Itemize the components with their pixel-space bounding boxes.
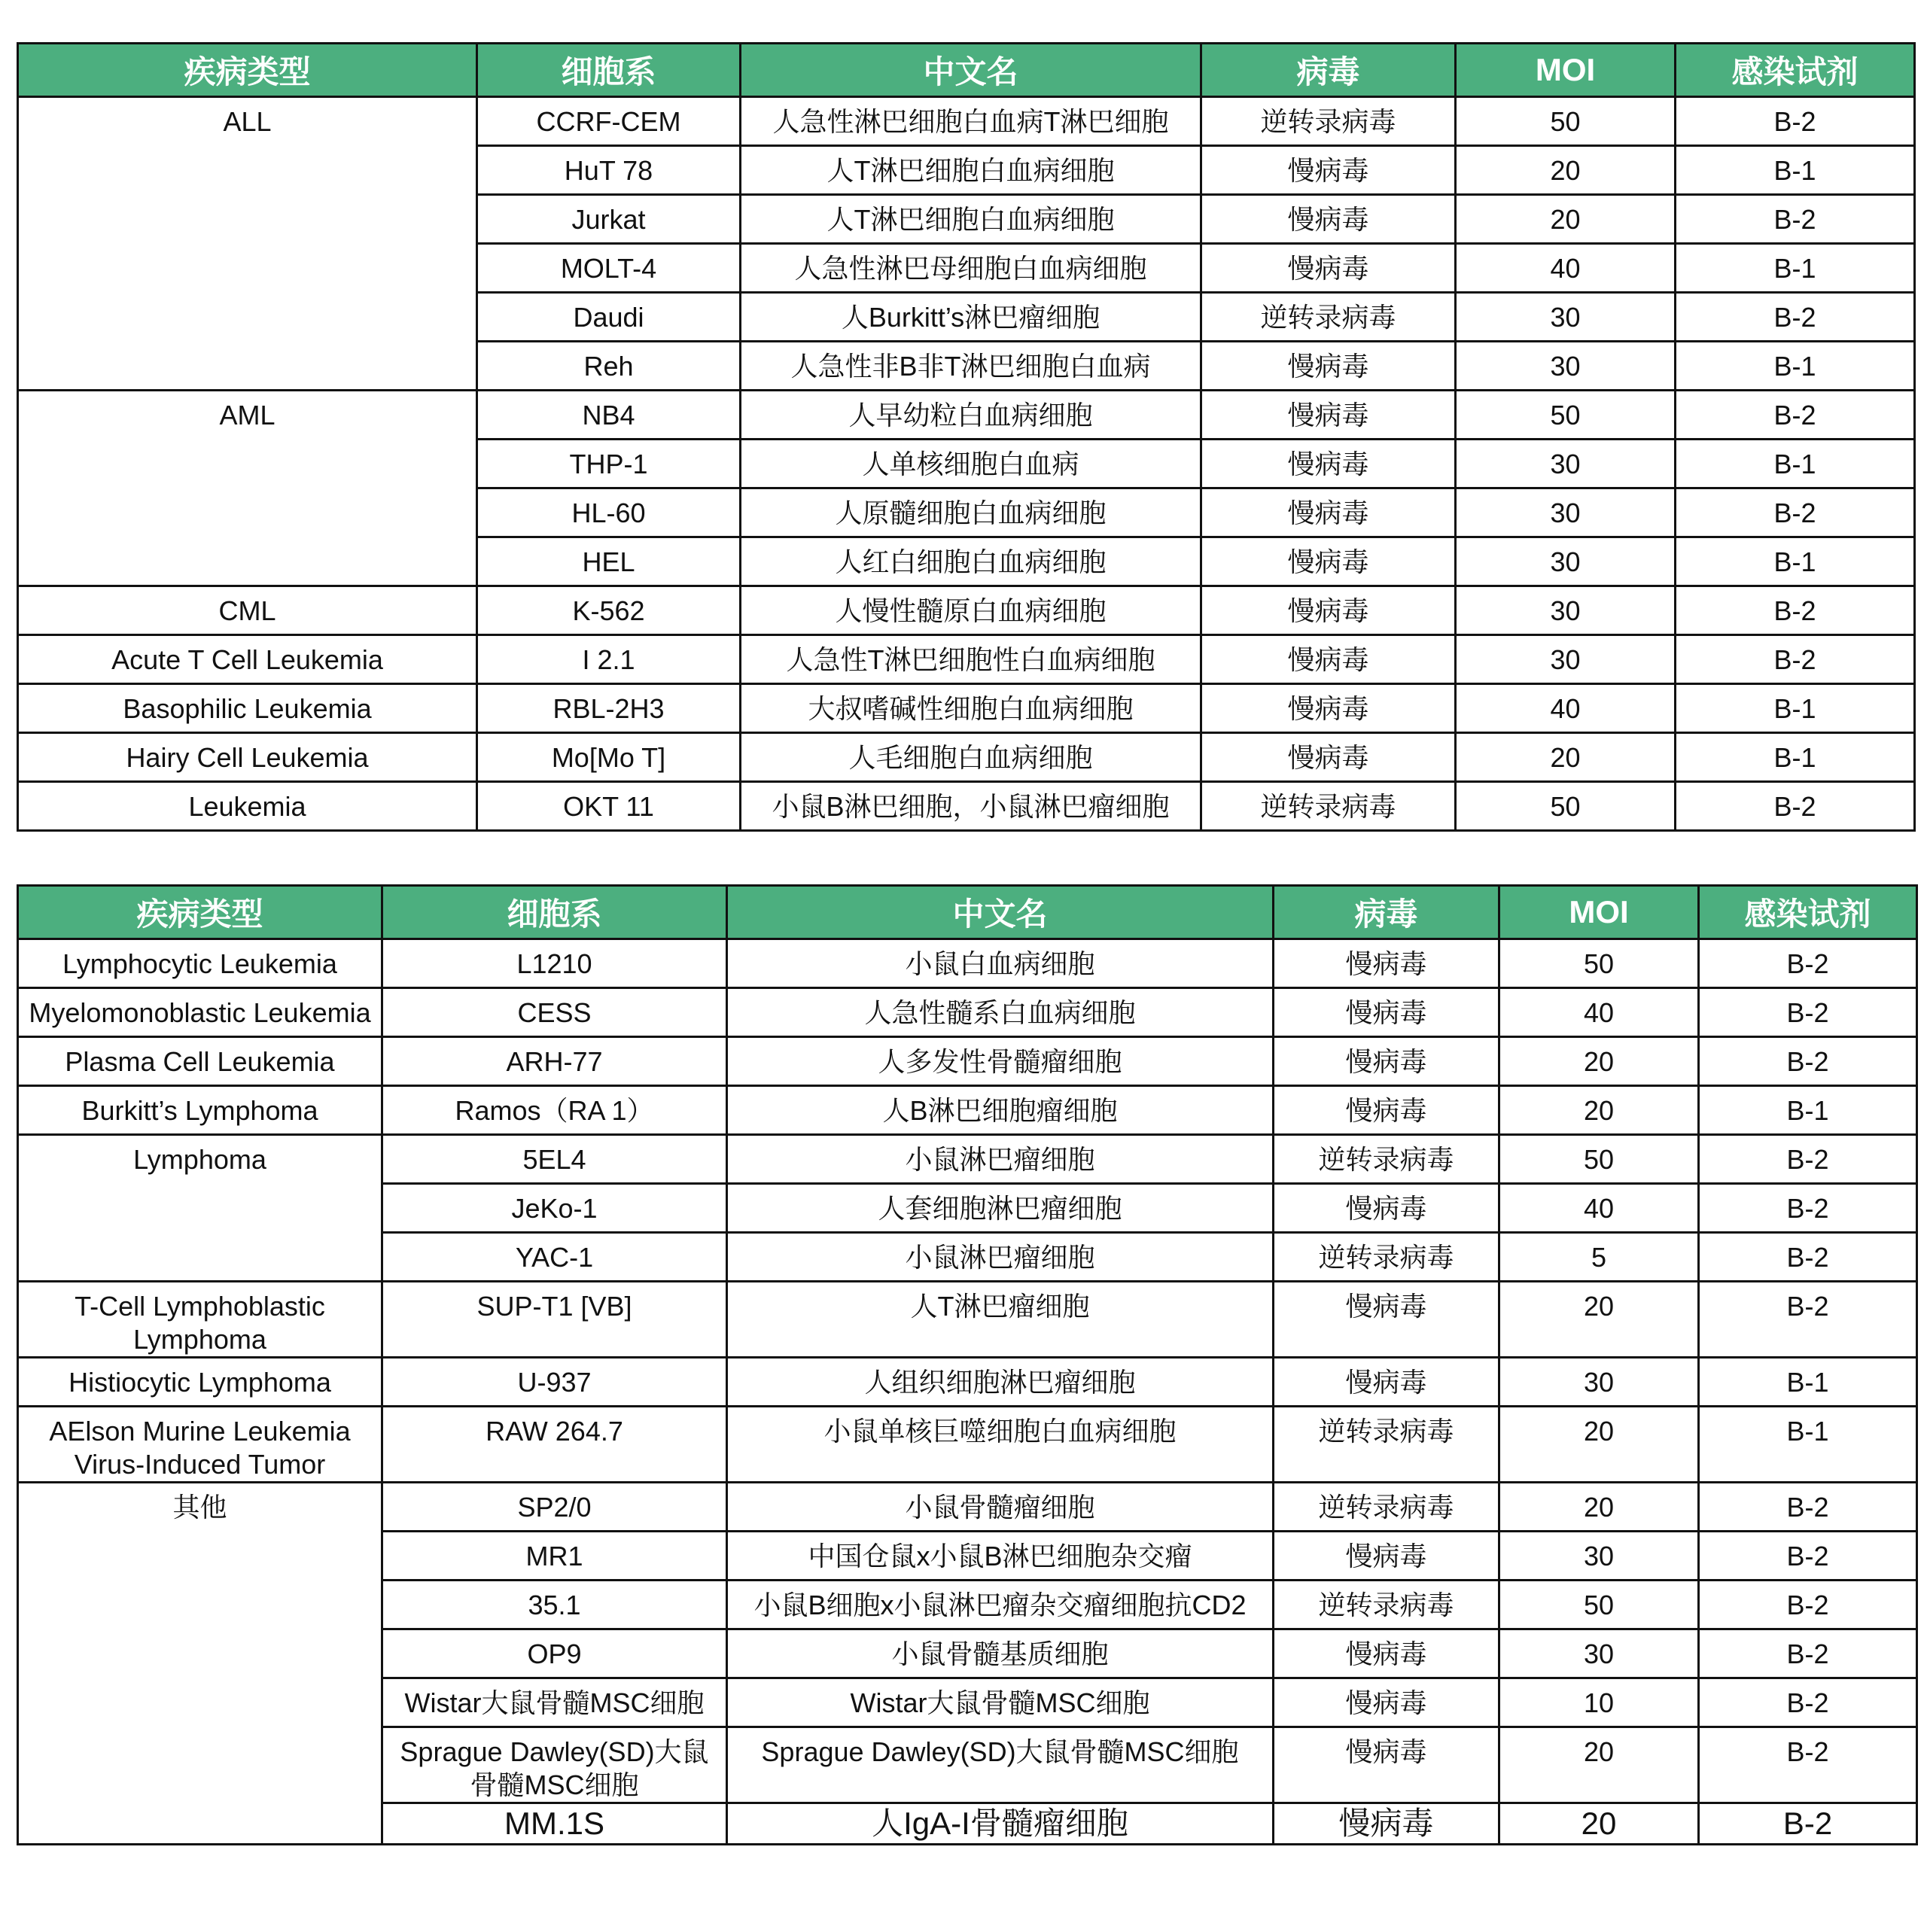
cell-line-cell: MM.1S	[382, 1803, 727, 1845]
table-row	[18, 635, 1915, 684]
moi-cell: 30	[1499, 1629, 1699, 1678]
table-row	[18, 391, 1915, 440]
cell-line-cell: CESS	[382, 988, 727, 1037]
chinese-name-cell: 人红白细胞白血病细胞	[741, 537, 1201, 586]
moi-cell: 40	[1456, 684, 1676, 733]
reagent-cell: B-2	[1699, 1483, 1917, 1532]
chinese-name-cell: 小鼠白血病细胞	[727, 939, 1274, 988]
disease-type-cell: Plasma Cell Leukemia	[18, 1037, 382, 1086]
chinese-name-cell: 人急性淋巴细胞白血病T淋巴细胞	[741, 97, 1201, 146]
disease-type-cell: Burkitt’s Lymphoma	[18, 1086, 382, 1135]
chinese-name-cell: 小鼠淋巴瘤细胞	[727, 1135, 1274, 1184]
header-reagent: 感染试剂	[1699, 886, 1917, 939]
disease-type-cell: Hairy Cell Leukemia	[18, 733, 477, 782]
chinese-name-cell: 大叔嗜碱性细胞白血病细胞	[741, 684, 1201, 733]
table-row	[18, 1282, 1917, 1358]
moi-cell: 50	[1456, 391, 1676, 440]
chinese-name-cell: 人毛细胞白血病细胞	[741, 733, 1201, 782]
disease-type-cell: Lymphoma	[18, 1135, 382, 1282]
cell-line-cell: K-562	[477, 586, 741, 635]
cell-line-cell: HEL	[477, 537, 741, 586]
chinese-name-cell: 中国仓鼠x小鼠B淋巴细胞杂交瘤	[727, 1532, 1274, 1581]
virus-cell: 慢病毒	[1274, 1184, 1499, 1233]
disease-type-cell: ALL	[18, 97, 477, 391]
cell-line-cell: 35.1	[382, 1581, 727, 1629]
chinese-name-cell: 人早幼粒白血病细胞	[741, 391, 1201, 440]
virus-cell: 慢病毒	[1201, 195, 1456, 244]
reagent-cell: B-2	[1699, 1629, 1917, 1678]
reagent-cell: B-2	[1699, 1233, 1917, 1282]
header-moi: MOI	[1499, 886, 1699, 939]
reagent-cell: B-2	[1676, 97, 1915, 146]
moi-cell: 40	[1499, 1184, 1699, 1233]
chinese-name-cell: 小鼠B淋巴细胞，小鼠淋巴瘤细胞	[741, 782, 1201, 831]
table-row	[18, 586, 1915, 635]
disease-type-cell: Leukemia	[18, 782, 477, 831]
reagent-cell: B-2	[1699, 1803, 1917, 1845]
moi-cell: 40	[1456, 244, 1676, 293]
disease-type-cell: Lymphocytic Leukemia	[18, 939, 382, 988]
moi-cell: 20	[1499, 1037, 1699, 1086]
cell-line-cell: THP-1	[477, 440, 741, 488]
reagent-cell: B-2	[1699, 988, 1917, 1037]
reagent-cell: B-1	[1676, 684, 1915, 733]
chinese-name-cell: 人IgA-I骨髓瘤细胞	[727, 1803, 1274, 1845]
table-row	[18, 1037, 1917, 1086]
virus-cell: 慢病毒	[1274, 1678, 1499, 1727]
cell-line-cell: RAW 264.7	[382, 1407, 727, 1483]
reagent-cell: B-2	[1699, 1727, 1917, 1803]
reagent-cell: B-1	[1699, 1358, 1917, 1407]
chinese-name-cell: 人B淋巴细胞瘤细胞	[727, 1086, 1274, 1135]
chinese-name-cell: 人T淋巴细胞白血病细胞	[741, 195, 1201, 244]
reagent-cell: B-1	[1676, 440, 1915, 488]
virus-cell: 慢病毒	[1274, 1727, 1499, 1803]
cell-line-cell: L1210	[382, 939, 727, 988]
table-row	[18, 97, 1915, 146]
table-body	[18, 939, 1917, 1845]
header-reagent: 感染试剂	[1676, 44, 1915, 97]
cell-line-cell: HuT 78	[477, 146, 741, 195]
reagent-cell: B-1	[1676, 244, 1915, 293]
virus-cell: 逆转录病毒	[1274, 1233, 1499, 1282]
moi-cell: 20	[1499, 1727, 1699, 1803]
cell-line-cell: Reh	[477, 342, 741, 391]
cell-line-table-1	[17, 42, 1916, 832]
reagent-cell: B-2	[1676, 635, 1915, 684]
virus-cell: 慢病毒	[1274, 1803, 1499, 1845]
moi-cell: 40	[1499, 988, 1699, 1037]
chinese-name-cell: 人慢性髓原白血病细胞	[741, 586, 1201, 635]
virus-cell: 慢病毒	[1274, 1037, 1499, 1086]
cell-line-table-2	[17, 884, 1918, 1845]
moi-cell: 20	[1499, 1803, 1699, 1845]
chinese-name-cell: 人组织细胞淋巴瘤细胞	[727, 1358, 1274, 1407]
virus-cell: 慢病毒	[1201, 440, 1456, 488]
chinese-name-cell: 小鼠淋巴瘤细胞	[727, 1233, 1274, 1282]
moi-cell: 50	[1499, 1135, 1699, 1184]
table-row	[18, 684, 1915, 733]
moi-cell: 30	[1456, 586, 1676, 635]
reagent-cell: B-1	[1676, 537, 1915, 586]
chinese-name-cell: 人T淋巴细胞白血病细胞	[741, 146, 1201, 195]
virus-cell: 慢病毒	[1201, 537, 1456, 586]
cell-line-cell: YAC-1	[382, 1233, 727, 1282]
moi-cell: 50	[1456, 782, 1676, 831]
moi-cell: 30	[1456, 293, 1676, 342]
cell-line-cell: NB4	[477, 391, 741, 440]
moi-cell: 20	[1499, 1086, 1699, 1135]
chinese-name-cell: Wistar大鼠骨髓MSC细胞	[727, 1678, 1274, 1727]
moi-cell: 20	[1499, 1282, 1699, 1358]
reagent-cell: B-2	[1699, 1678, 1917, 1727]
reagent-cell: B-1	[1699, 1407, 1917, 1483]
cell-line-cell: RBL-2H3	[477, 684, 741, 733]
reagent-cell: B-2	[1676, 391, 1915, 440]
reagent-cell: B-2	[1676, 586, 1915, 635]
reagent-cell: B-2	[1699, 1037, 1917, 1086]
header-cell-line: 细胞系	[382, 886, 727, 939]
cell-line-cell: MOLT-4	[477, 244, 741, 293]
table-row	[18, 782, 1915, 831]
header-disease-type: 疾病类型	[18, 886, 382, 939]
cell-line-cell: SP2/0	[382, 1483, 727, 1532]
virus-cell: 逆转录病毒	[1201, 293, 1456, 342]
virus-cell: 慢病毒	[1274, 1358, 1499, 1407]
disease-type-cell: AML	[18, 391, 477, 586]
disease-type-cell: Acute T Cell Leukemia	[18, 635, 477, 684]
virus-cell: 慢病毒	[1274, 1282, 1499, 1358]
disease-type-cell: Histiocytic Lymphoma	[18, 1358, 382, 1407]
virus-cell: 慢病毒	[1201, 391, 1456, 440]
reagent-cell: B-1	[1676, 146, 1915, 195]
moi-cell: 5	[1499, 1233, 1699, 1282]
disease-type-cell: 其他	[18, 1483, 382, 1845]
table-row	[18, 1135, 1917, 1184]
virus-cell: 慢病毒	[1201, 586, 1456, 635]
header-cell-line: 细胞系	[477, 44, 741, 97]
table-body	[18, 97, 1915, 831]
reagent-cell: B-1	[1676, 342, 1915, 391]
reagent-cell: B-2	[1699, 1135, 1917, 1184]
virus-cell: 逆转录病毒	[1274, 1135, 1499, 1184]
cell-line-cell: Wistar大鼠骨髓MSC细胞	[382, 1678, 727, 1727]
moi-cell: 50	[1456, 97, 1676, 146]
chinese-name-cell: 小鼠单核巨噬细胞白血病细胞	[727, 1407, 1274, 1483]
chinese-name-cell: 人急性非B非T淋巴细胞白血病	[741, 342, 1201, 391]
moi-cell: 10	[1499, 1678, 1699, 1727]
virus-cell: 慢病毒	[1274, 1086, 1499, 1135]
chinese-name-cell: 人多发性骨髓瘤细胞	[727, 1037, 1274, 1086]
chinese-name-cell: 人T淋巴瘤细胞	[727, 1282, 1274, 1358]
chinese-name-cell: 小鼠骨髓瘤细胞	[727, 1483, 1274, 1532]
reagent-cell: B-2	[1699, 939, 1917, 988]
reagent-cell: B-2	[1676, 293, 1915, 342]
table-row	[18, 1483, 1917, 1532]
header-moi: MOI	[1456, 44, 1676, 97]
cell-line-cell: Jurkat	[477, 195, 741, 244]
cell-line-cell: OKT 11	[477, 782, 741, 831]
table-row	[18, 1407, 1917, 1483]
chinese-name-cell: 小鼠骨髓基质细胞	[727, 1629, 1274, 1678]
moi-cell: 20	[1499, 1483, 1699, 1532]
cell-line-cell: U-937	[382, 1358, 727, 1407]
moi-cell: 30	[1456, 635, 1676, 684]
moi-cell: 50	[1499, 1581, 1699, 1629]
reagent-cell: B-1	[1676, 733, 1915, 782]
virus-cell: 慢病毒	[1274, 1629, 1499, 1678]
header-virus: 病毒	[1201, 44, 1456, 97]
reagent-cell: B-2	[1699, 1282, 1917, 1358]
cell-line-cell: Daudi	[477, 293, 741, 342]
virus-cell: 慢病毒	[1201, 244, 1456, 293]
virus-cell: 逆转录病毒	[1274, 1483, 1499, 1532]
moi-cell: 30	[1456, 537, 1676, 586]
chinese-name-cell: 人急性淋巴母细胞白血病细胞	[741, 244, 1201, 293]
virus-cell: 慢病毒	[1201, 684, 1456, 733]
moi-cell: 30	[1499, 1358, 1699, 1407]
cell-line-cell: CCRF-CEM	[477, 97, 741, 146]
table-row	[18, 988, 1917, 1037]
moi-cell: 20	[1456, 195, 1676, 244]
header-row	[18, 44, 1915, 97]
cell-line-cell: Sprague Dawley(SD)大鼠骨髓MSC细胞	[382, 1727, 727, 1803]
header-chinese-name: 中文名	[727, 886, 1274, 939]
chinese-name-cell: 人套细胞淋巴瘤细胞	[727, 1184, 1274, 1233]
moi-cell: 30	[1499, 1532, 1699, 1581]
virus-cell: 逆转录病毒	[1274, 1581, 1499, 1629]
chinese-name-cell: 人Burkitt’s淋巴瘤细胞	[741, 293, 1201, 342]
moi-cell: 30	[1456, 488, 1676, 537]
header-disease-type: 疾病类型	[18, 44, 477, 97]
cell-line-cell: OP9	[382, 1629, 727, 1678]
chinese-name-cell: 人原髓细胞白血病细胞	[741, 488, 1201, 537]
moi-cell: 30	[1456, 440, 1676, 488]
table-row	[18, 939, 1917, 988]
reagent-cell: B-1	[1699, 1086, 1917, 1135]
cell-line-cell: JeKo-1	[382, 1184, 727, 1233]
disease-type-cell: AElson Murine Leukemia Virus-Induced Tumor	[18, 1407, 382, 1483]
virus-cell: 逆转录病毒	[1274, 1407, 1499, 1483]
disease-type-cell: Basophilic Leukemia	[18, 684, 477, 733]
header-row	[18, 886, 1917, 939]
chinese-name-cell: 人急性T淋巴细胞性白血病细胞	[741, 635, 1201, 684]
header-virus: 病毒	[1274, 886, 1499, 939]
reagent-cell: B-2	[1676, 195, 1915, 244]
chinese-name-cell: 人急性髓系白血病细胞	[727, 988, 1274, 1037]
virus-cell: 慢病毒	[1201, 342, 1456, 391]
cell-line-cell: ARH-77	[382, 1037, 727, 1086]
chinese-name-cell: 人单核细胞白血病	[741, 440, 1201, 488]
chinese-name-cell: 小鼠B细胞x小鼠淋巴瘤杂交瘤细胞抗CD2	[727, 1581, 1274, 1629]
virus-cell: 慢病毒	[1274, 939, 1499, 988]
reagent-cell: B-2	[1676, 782, 1915, 831]
virus-cell: 慢病毒	[1274, 988, 1499, 1037]
table-row	[18, 1086, 1917, 1135]
cell-line-cell: Mo[Mo T]	[477, 733, 741, 782]
virus-cell: 慢病毒	[1201, 146, 1456, 195]
virus-cell: 慢病毒	[1201, 635, 1456, 684]
cell-line-cell: 5EL4	[382, 1135, 727, 1184]
reagent-cell: B-2	[1676, 488, 1915, 537]
disease-type-cell: Myelomonoblastic Leukemia	[18, 988, 382, 1037]
virus-cell: 慢病毒	[1274, 1532, 1499, 1581]
moi-cell: 50	[1499, 939, 1699, 988]
cell-line-cell: HL-60	[477, 488, 741, 537]
disease-type-cell: T-Cell Lymphoblastic Lymphoma	[18, 1282, 382, 1358]
table-row	[18, 1358, 1917, 1407]
cell-line-cell: Ramos（RA 1）	[382, 1086, 727, 1135]
header-chinese-name: 中文名	[741, 44, 1201, 97]
cell-line-cell: MR1	[382, 1532, 727, 1581]
reagent-cell: B-2	[1699, 1581, 1917, 1629]
cell-line-cell: I 2.1	[477, 635, 741, 684]
cell-line-cell: SUP-T1 [VB]	[382, 1282, 727, 1358]
moi-cell: 20	[1499, 1407, 1699, 1483]
disease-type-cell: CML	[18, 586, 477, 635]
moi-cell: 20	[1456, 733, 1676, 782]
chinese-name-cell: Sprague Dawley(SD)大鼠骨髓MSC细胞	[727, 1727, 1274, 1803]
moi-cell: 20	[1456, 146, 1676, 195]
virus-cell: 逆转录病毒	[1201, 782, 1456, 831]
virus-cell: 慢病毒	[1201, 488, 1456, 537]
table-row	[18, 733, 1915, 782]
reagent-cell: B-2	[1699, 1184, 1917, 1233]
moi-cell: 30	[1456, 342, 1676, 391]
virus-cell: 逆转录病毒	[1201, 97, 1456, 146]
reagent-cell: B-2	[1699, 1532, 1917, 1581]
virus-cell: 慢病毒	[1201, 733, 1456, 782]
